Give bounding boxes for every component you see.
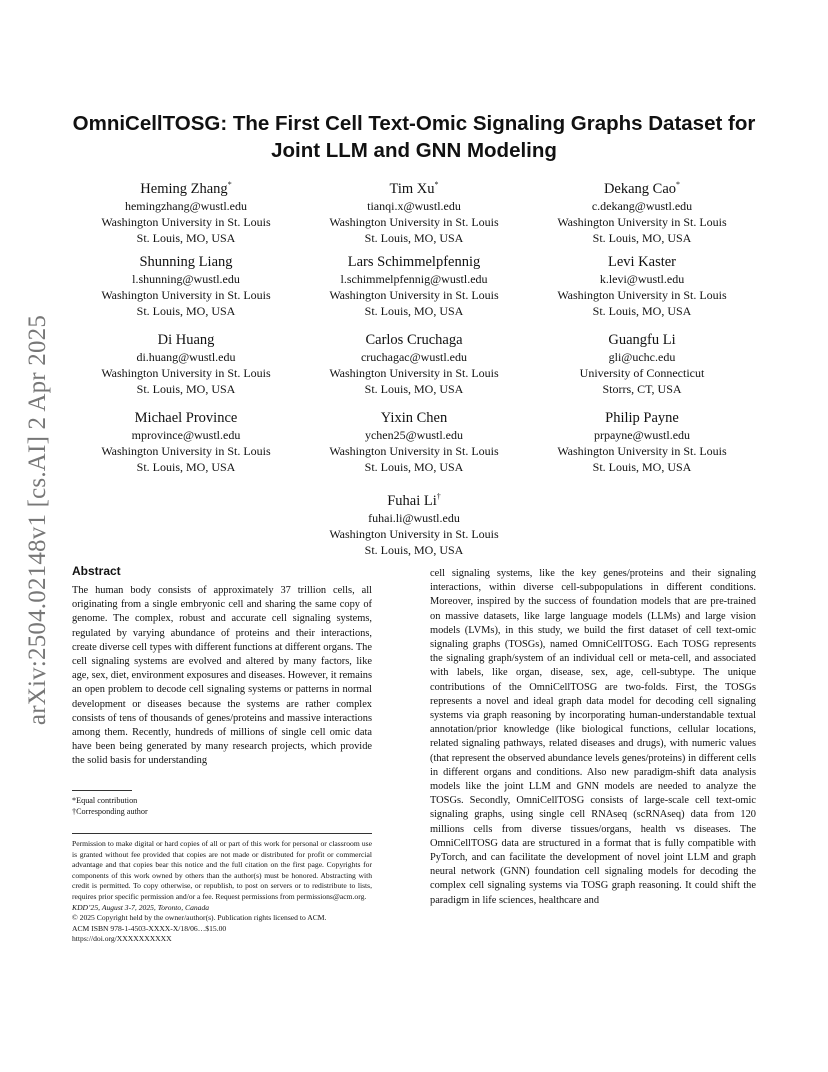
author-name: Heming Zhang — [140, 180, 228, 197]
author-affiliation: Washington University in St. Louis — [101, 366, 271, 380]
author-name: Tim Xu — [389, 180, 435, 197]
author-email[interactable]: l.schimmelpfennig@wustl.edu — [340, 272, 488, 286]
author-location: St. Louis, MO, USA — [136, 230, 236, 245]
author-name: Dekang Cao — [603, 180, 677, 197]
author-affiliation: Washington University in St. Louis — [329, 288, 499, 302]
author-affiliation: University of Connecticut — [579, 366, 705, 380]
arxiv-identifier-stamp: arXiv:2504.02148v1 [cs.AI] 2 Apr 2025 — [24, 314, 51, 726]
author-affiliation: Washington University in St. Louis — [329, 214, 499, 229]
author-name: Yixin Chen — [380, 410, 448, 426]
author-block — [72, 176, 756, 557]
author-location: St. Louis, MO, USA — [364, 382, 464, 396]
copyright-line: © 2025 Copyright held by the owner/author(s). Publication rights licensed to ACM. — [72, 913, 327, 923]
author-affiliation: Washington University in St. Louis — [557, 214, 727, 229]
author-card — [300, 488, 528, 558]
footnote-equal-contribution: *Equal contribution — [72, 796, 138, 805]
permission-text: Permission to make digital or hard copies of all or part of this work for personal or classroom use is granted without fee provided that copies are not made or distributed for profit or commercial advantage and that copies bear this notice and the full citation on the first page. Copyrights for components of this work owned by others than the author(s) must be honored. Abstracting with credit is permitted. To copy otherwise, or republish, to post on servers or to redistribute to lists, requires prior specific permission and/or a fee. Request permissions from permissions@acm.org. — [72, 839, 372, 901]
author-row — [72, 176, 756, 254]
author-row — [72, 410, 756, 488]
author-name: Di Huang — [157, 332, 215, 348]
footnote-corresponding-author: †Corresponding author — [72, 807, 148, 816]
author-name: Levi Kaster — [607, 254, 677, 270]
equal-contribution-mark: * — [434, 180, 439, 189]
author-affiliation: Washington University in St. Louis — [329, 366, 499, 380]
author-card — [300, 410, 528, 488]
author-name: Michael Province — [134, 410, 238, 426]
author-card — [72, 254, 300, 332]
corresponding-author-mark: † — [436, 492, 441, 501]
equal-contribution-mark: * — [227, 180, 232, 189]
author-card — [528, 332, 756, 410]
author-name: Guangfu Li — [608, 332, 676, 348]
author-location: St. Louis, MO, USA — [364, 304, 464, 318]
author-email[interactable]: k.levi@wustl.edu — [599, 272, 685, 286]
abstract-text-continued: cell signaling systems, like the key genes/proteins and their signaling interactions, within diverse cell-subpopulations in different conditions. Moreover, inspired by the success of foundation models that are pre-trained on massive datasets, like large language models (LLMs) and large vision models (LVMs), in this study, we build the first dataset of cell text-omic signaling graphs (TOSGs), named OmniCellTOSG. Each TOSG represents the signaling graph/system of an individual cell or meta-cell, and associated with labels, like organ, disease, sex, age, cell-subtype. The unique contributions of the OmniCellTOSG are two-folds. First, the TOSGs represents a novel and ideal graph data model for decoding cell signaling systems via graph reasoning by incorporating human-understandable textual annotation/prior knowledge (like biological functions, cellular locations, related signaling pathways, related diseases and drugs), with numeric values (that represent the observed abundance levels genes/proteins) in different cells in different organs and conditions. Also new paradigm-shift data analysis models like the joint LLM and GNN models are needed to analyze the TOSGs. Secondly, OmniCellTOSG consists of large-scale cell text-omic signaling graphs, using single cell RNAseq (scRNAseq) data from 120 millions cells from diverse tissues/organs, health vs diseases. The OmniCellTOSG data are structured in a format that is fully compatible with PyTorch, and can facilitate the development of novel joint LLM and graph neural network (GNN) foundation cell signaling models for decoding the complex cell signaling systems via TOSG graph reasoning. It could shift the paradigm in life sciences, healthcare and — [430, 568, 756, 906]
author-card — [72, 332, 300, 410]
permission-notice — [72, 833, 372, 945]
author-card — [528, 176, 756, 254]
abstract-column-right — [430, 567, 756, 908]
abstract-text: The human body consists of approximately 37 trillion cells, all originating from a single embryonic cell and sharing the same copy of genome. The complex, robust and accurate cell signaling systems, regulated by varying abundance of proteins and their interactions, create diverse cell types with different functions at different organs. The cell signaling systems are evolved and altered by many factors, like age, sex, diet, environment exposures and diseases. However, it remains an open problem to decode cell signaling systems or patterns in normal development or diseases because the systems are rather complex consists of tens of thousands of genes/proteins and massive interactions among them. Recently, hundreds of millions of single cell omic data have been being generated by many research projects, which provide the solid basis for understanding — [72, 585, 372, 767]
author-affiliation: Washington University in St. Louis — [557, 288, 727, 302]
isbn-line: ACM ISBN 978-1-4503-XXXX-X/18/06…$15.00 — [72, 923, 227, 933]
author-row — [72, 332, 756, 410]
abstract-column-left — [72, 564, 372, 769]
author-location: St. Louis, MO, USA — [592, 304, 692, 318]
author-location: St. Louis, MO, USA — [136, 304, 236, 318]
author-email[interactable]: prpayne@wustl.edu — [593, 428, 691, 442]
author-location: St. Louis, MO, USA — [364, 542, 464, 557]
author-name: Philip Payne — [605, 410, 679, 426]
author-affiliation: Washington University in St. Louis — [329, 526, 499, 541]
author-email[interactable]: l.shunning@wustl.edu — [132, 272, 240, 286]
author-card — [72, 176, 300, 254]
author-card — [528, 410, 756, 488]
equal-contribution-mark: * — [676, 180, 681, 189]
author-row — [72, 254, 756, 332]
paper-title: OmniCellTOSG: The First Cell Text-Omic Signaling Graphs Dataset for Joint LLM and GNN Modeling — [72, 112, 756, 162]
author-email[interactable]: gli@uchc.edu — [608, 350, 676, 364]
author-card — [300, 332, 528, 410]
author-card — [72, 410, 300, 488]
author-email[interactable]: fuhai.li@wustl.edu — [368, 510, 460, 525]
author-location: St. Louis, MO, USA — [592, 230, 692, 245]
abstract-heading: Abstract — [72, 564, 121, 578]
author-email[interactable]: di.huang@wustl.edu — [136, 350, 236, 364]
author-name: Lars Schimmelpfennig — [347, 254, 481, 270]
author-email[interactable]: ychen25@wustl.edu — [364, 428, 464, 442]
author-location: Storrs, CT, USA — [602, 382, 682, 396]
author-card — [528, 254, 756, 332]
author-affiliation: Washington University in St. Louis — [101, 214, 271, 229]
author-location: St. Louis, MO, USA — [364, 230, 464, 245]
permission-rule — [72, 833, 372, 834]
conference-info: KDD’25, August 3-7, 2025, Toronto, Canada — [72, 902, 210, 912]
doi-link[interactable]: https://doi.org/XXXXXXXXXX — [72, 934, 172, 944]
author-location: St. Louis, MO, USA — [592, 460, 692, 474]
author-affiliation: Washington University in St. Louis — [101, 288, 271, 302]
author-email[interactable]: c.dekang@wustl.edu — [591, 198, 693, 213]
author-location: St. Louis, MO, USA — [364, 460, 464, 474]
author-email[interactable]: hemingzhang@wustl.edu — [124, 198, 248, 213]
author-location: St. Louis, MO, USA — [136, 460, 236, 474]
author-name: Fuhai Li — [387, 492, 437, 509]
author-name: Shunning Liang — [139, 254, 233, 270]
author-card — [300, 176, 528, 254]
footnote-rule — [72, 790, 132, 791]
author-card — [300, 254, 528, 332]
author-location: St. Louis, MO, USA — [136, 382, 236, 396]
author-email[interactable]: cruchagac@wustl.edu — [360, 350, 467, 364]
author-affiliation: Washington University in St. Louis — [101, 444, 271, 458]
author-affiliation: Washington University in St. Louis — [329, 444, 499, 458]
footnotes — [72, 790, 372, 817]
author-email[interactable]: mprovince@wustl.edu — [131, 428, 241, 442]
author-email[interactable]: tianqi.x@wustl.edu — [367, 198, 461, 213]
author-affiliation: Washington University in St. Louis — [557, 444, 727, 458]
author-name: Carlos Cruchaga — [365, 332, 463, 348]
